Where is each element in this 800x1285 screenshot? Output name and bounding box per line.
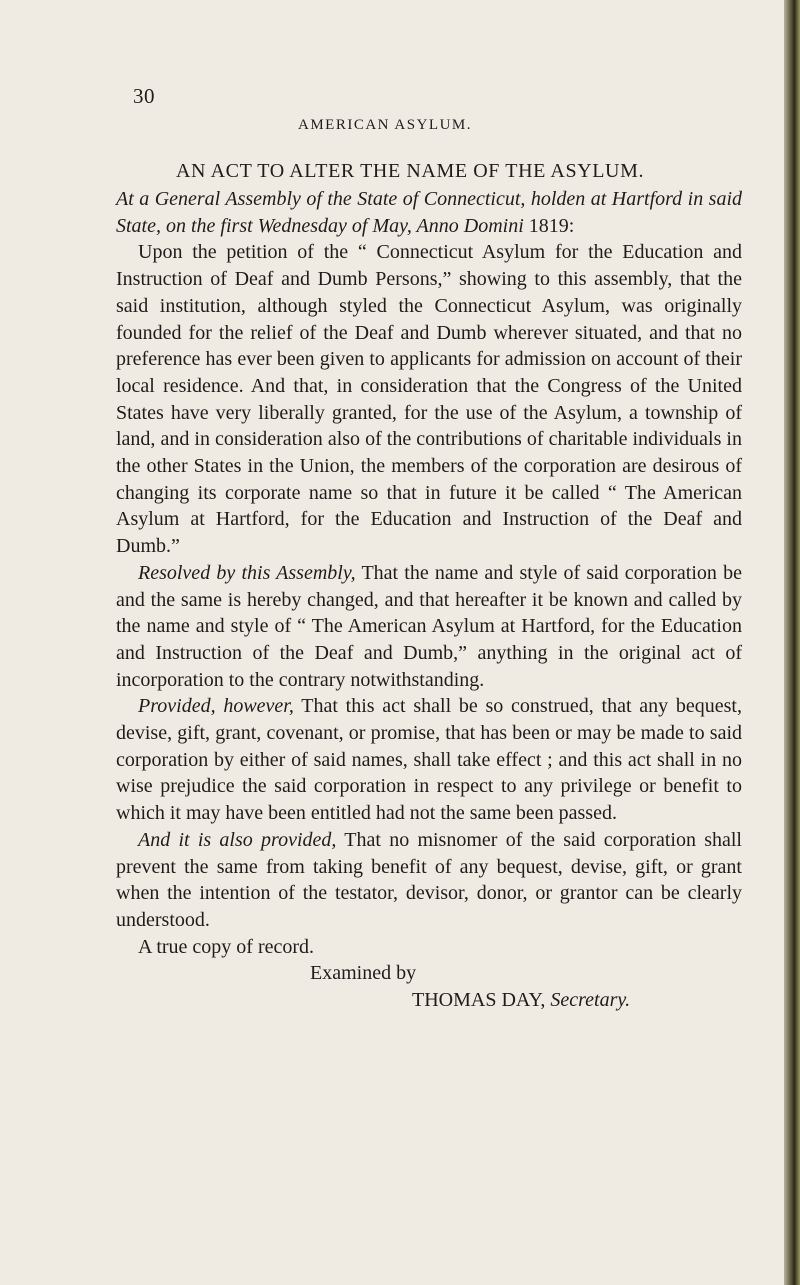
true-copy-line xyxy=(116,934,742,961)
misnomer-paragraph xyxy=(116,827,742,934)
act-title: AN ACT TO ALTER THE NAME OF THE ASYLUM. xyxy=(176,160,645,182)
signature xyxy=(116,987,742,1014)
resolved-paragraph xyxy=(116,560,742,694)
act-body xyxy=(116,186,742,1014)
petition-paragraph xyxy=(116,239,742,559)
running-head: AMERICAN ASYLUM. xyxy=(298,117,473,133)
book-binding-edge xyxy=(784,0,800,1285)
misnomer-lead: And it is also provided, xyxy=(138,828,337,851)
proviso-lead: Provided, however, xyxy=(138,695,294,718)
signatory-name: THOMAS DAY, xyxy=(412,989,546,1012)
examined-by: Examined by xyxy=(310,962,417,985)
petition-text: Upon the petition of the “ Connecticut Asylum for the Education and Instruction of Deaf and Dumb Persons,” showing to this assembly, that the said institution, although styled the Connecticut Asylum, was originally founded for the relief of the Deaf and Dumb wherever situated, and that no preference has ever been given to applicants for admission on account of their local residence. And that, in consideration that the Congress of the United States have very liberally granted, for the use of the Asylum, a township of land, and in consideration also of the contributions of charitable individuals in the other States in the Union, the members of the corporation are desirous of changing its corporate name so that in future it be called “ The American Asylum at Hartford, for the Education and Instruction of the Deaf and Dumb.” xyxy=(116,241,742,558)
proviso-paragraph xyxy=(116,693,742,827)
true-copy-text: A true copy of record. xyxy=(138,935,315,958)
proviso-text: That this act shall be so construed, that any bequest, devise, gift, grant, covenant, or promise, that has been or may be made to said corporation by either of said names, shall take effect ; and this act shall in no wise prejudice the said corporation in respect to any privilege or benefit to which it may have been entitled had not the same been passed. xyxy=(116,695,742,825)
signatory-title: Secretary. xyxy=(550,989,631,1012)
preamble-italic: At a General Assembly of the State of Connecticut, holden at Hartford in said State, on the first Wednesday of May, Anno Domini xyxy=(116,188,742,237)
resolved-lead: Resolved by this Assembly, xyxy=(138,561,356,584)
page-number: 30 xyxy=(133,84,155,108)
misnomer-text: That no misnomer of the said corporation shall prevent the same from taking benefit of any bequest, devise, gift, or grant when the intention of the testator, devisor, donor, or grantor can be clearly understood. xyxy=(116,828,742,931)
preamble-year: 1819: xyxy=(523,214,575,237)
act-preamble xyxy=(116,186,742,239)
resolved-text: That the name and style of said corporation be and the same is hereby changed, and that hereafter it be known and called by the name and style of “ The American Asylum at Hartford, for the Education and Instruction of the Deaf and Dumb,” anything in the original act of incorporation to the contrary notwithstanding. xyxy=(116,561,742,691)
